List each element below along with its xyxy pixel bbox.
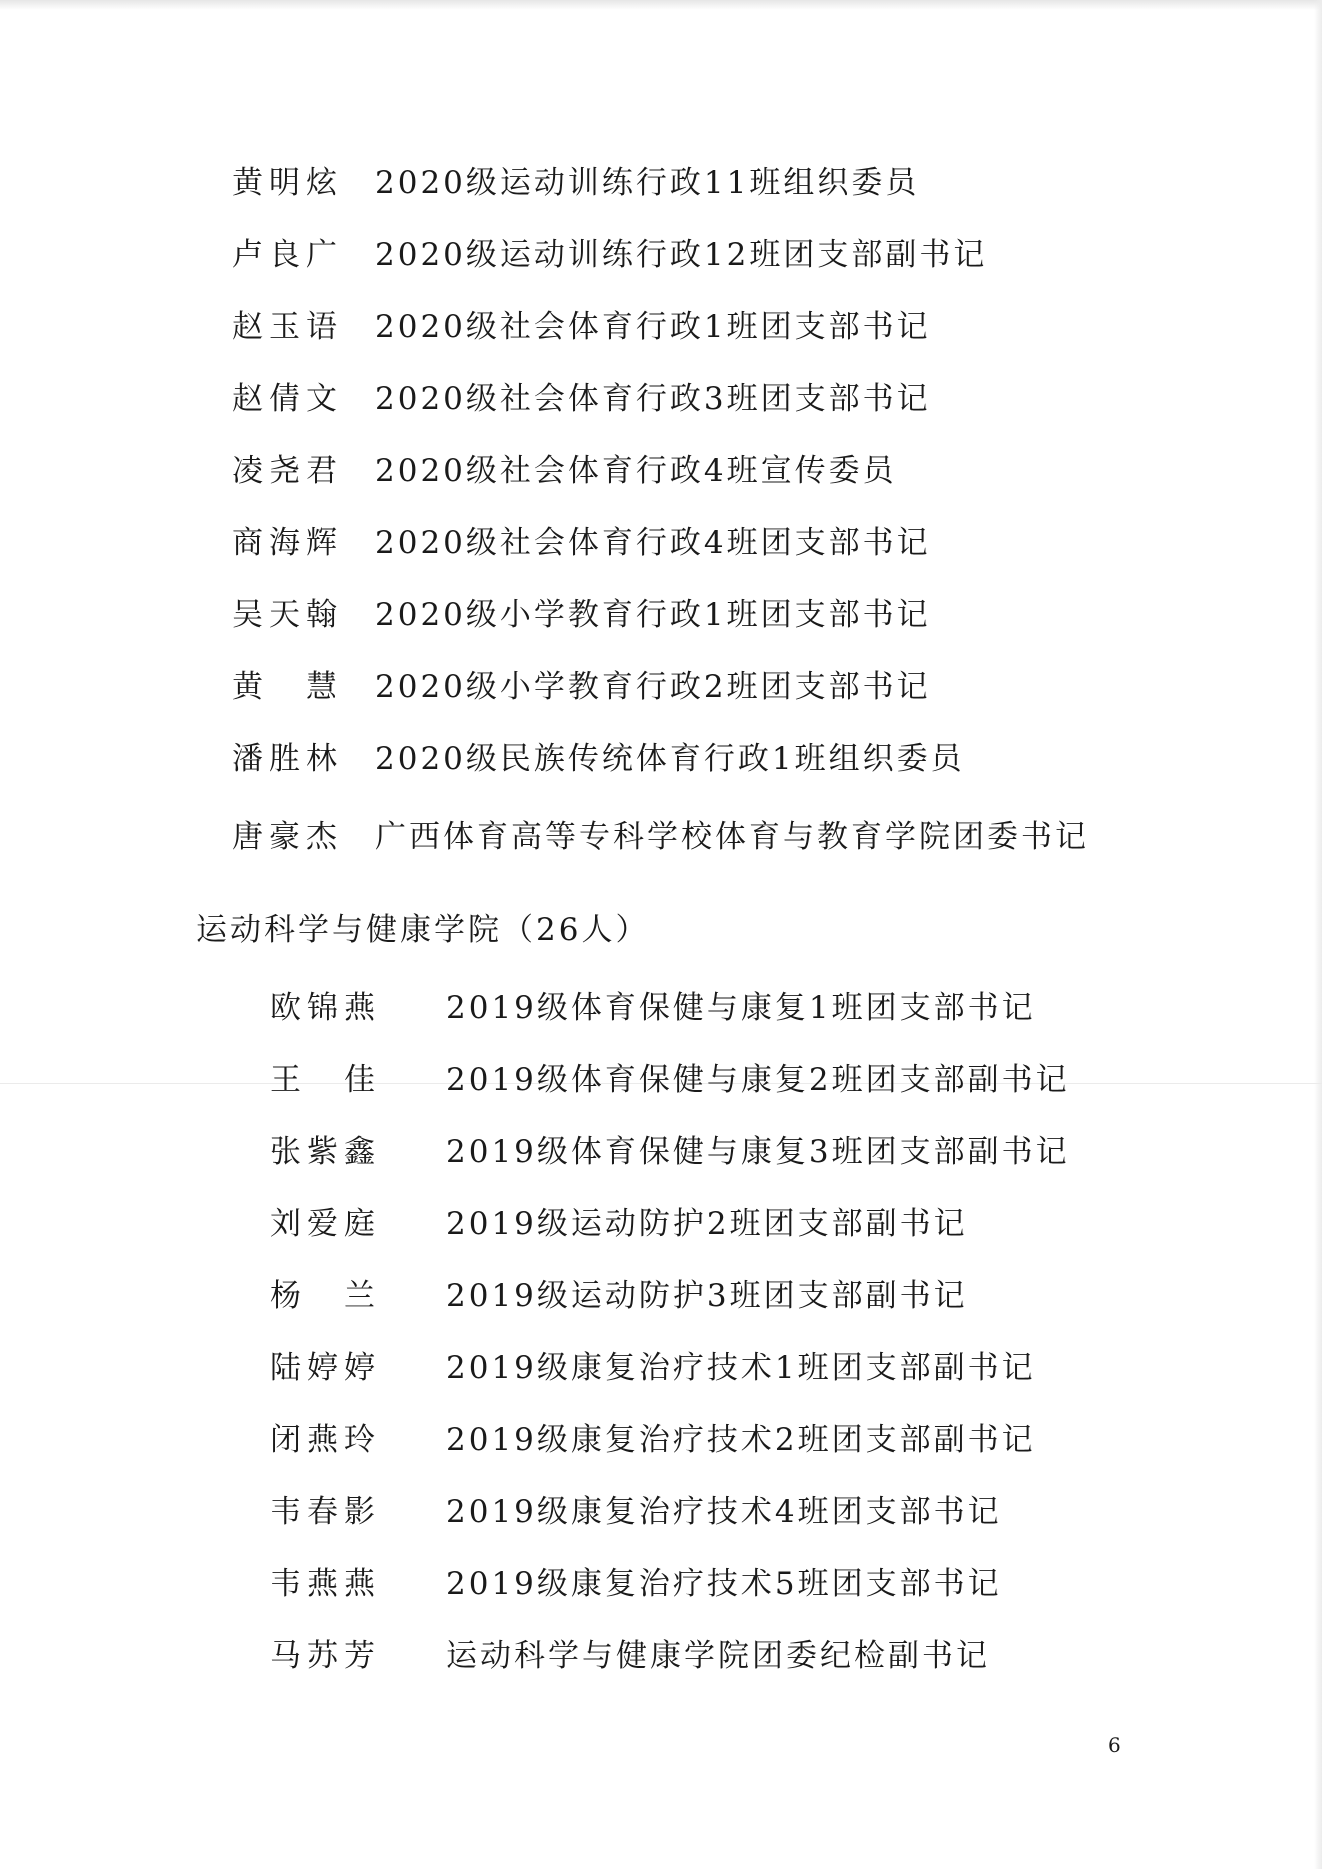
member-name: 吴天翰 (232, 597, 343, 633)
member-role: 2020级小学教育行政2班团支部书记 (375, 669, 931, 705)
member-role: 2019级运动防护2班团支部副书记 (446, 1206, 968, 1242)
member-name: 闭燕玲 (270, 1422, 381, 1458)
member-name: 赵玉语 (232, 309, 343, 345)
scan-edge-top (0, 0, 1322, 10)
member-name: 陆婷婷 (270, 1350, 381, 1386)
member-name: 马苏芳 (270, 1638, 381, 1674)
member-name: 唐豪杰 (232, 819, 343, 855)
member-name: 韦燕燕 (270, 1566, 381, 1602)
scan-edge-right (1314, 0, 1322, 1869)
member-name: 商海辉 (232, 525, 343, 561)
member-role: 2020级运动训练行政12班团支部副书记 (375, 237, 988, 273)
member-role: 广西体育高等专科学校体育与教育学院团委书记 (375, 819, 1089, 855)
member-name: 卢良广 (232, 237, 343, 273)
page-number: 6 (1108, 1733, 1121, 1757)
member-role: 2020级小学教育行政1班团支部书记 (375, 597, 931, 633)
member-role: 运动科学与健康学院团委纪检副书记 (446, 1638, 990, 1674)
member-role: 2020级社会体育行政4班团支部书记 (375, 525, 931, 561)
member-role: 2019级体育保健与康复2班团支部副书记 (446, 1062, 1070, 1098)
member-role: 2019级康复治疗技术2班团支部副书记 (446, 1422, 1036, 1458)
section-heading: 运动科学与健康学院（26人） (196, 912, 650, 948)
member-name: 凌尧君 (232, 453, 343, 489)
member-name: 欧锦燕 (270, 990, 381, 1026)
member-role: 2019级康复治疗技术5班团支部书记 (446, 1566, 1002, 1602)
member-name: 黄明炫 (232, 165, 343, 201)
member-role: 2020级社会体育行政1班团支部书记 (375, 309, 931, 345)
member-name: 韦春影 (270, 1494, 381, 1530)
member-role: 2020级民族传统体育行政1班组织委员 (375, 741, 965, 777)
member-name: 张紫鑫 (270, 1134, 381, 1170)
member-name: 杨 兰 (270, 1278, 381, 1314)
member-role: 2019级康复治疗技术4班团支部书记 (446, 1494, 1002, 1530)
member-role: 2019级体育保健与康复3班团支部副书记 (446, 1134, 1070, 1170)
member-role: 2020级社会体育行政4班宣传委员 (375, 453, 897, 489)
member-name: 王 佳 (270, 1062, 381, 1098)
member-role: 2019级体育保健与康复1班团支部书记 (446, 990, 1036, 1026)
member-name: 赵倩文 (232, 381, 343, 417)
member-role: 2020级社会体育行政3班团支部书记 (375, 381, 931, 417)
member-role: 2019级康复治疗技术1班团支部副书记 (446, 1350, 1036, 1386)
member-role: 2019级运动防护3班团支部副书记 (446, 1278, 968, 1314)
member-role: 2020级运动训练行政11班组织委员 (375, 165, 920, 201)
member-name: 黄 慧 (232, 669, 343, 705)
member-name: 刘爱庭 (270, 1206, 381, 1242)
member-name: 潘胜林 (232, 741, 343, 777)
